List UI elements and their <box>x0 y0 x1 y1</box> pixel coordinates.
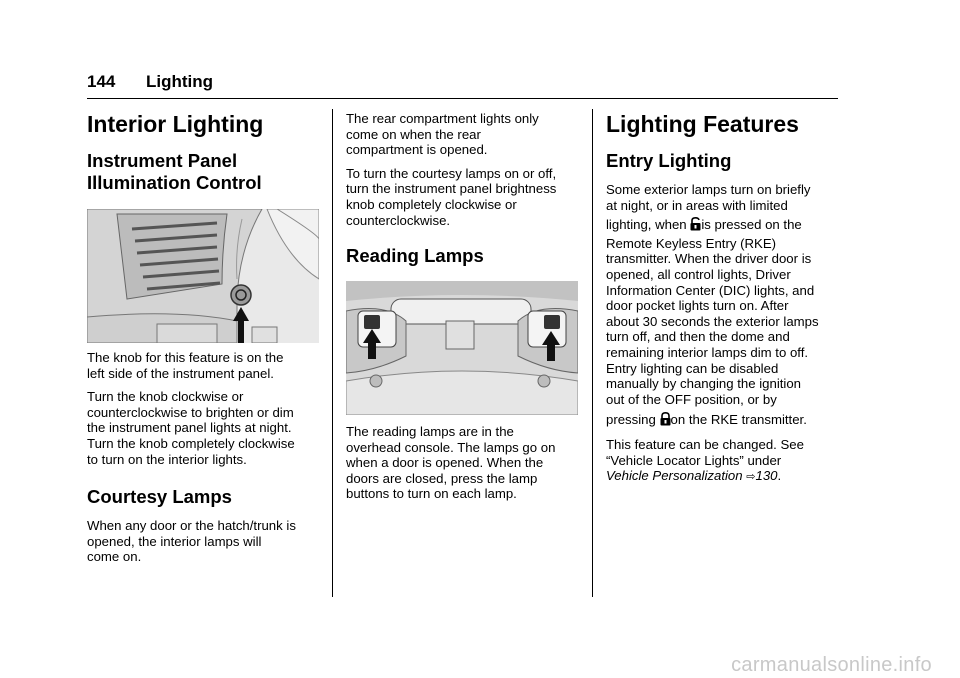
text-line: come on. <box>87 549 142 565</box>
text-line-with-unlock <box>606 217 802 233</box>
text-line: The reading lamps are in the <box>346 424 514 439</box>
lock-icon <box>660 412 671 426</box>
column-1-lower <box>87 350 321 565</box>
text-line: Turn the knob clockwise or <box>87 389 244 405</box>
text-line: knob completely clockwise or <box>346 196 517 212</box>
text-line: counterclockwise to brighten or dim <box>87 404 294 420</box>
column-2 <box>346 111 580 267</box>
text-line: at night, or in areas with limited <box>606 197 788 213</box>
column-divider-2 <box>592 109 593 597</box>
text-line: Turn the knob completely clockwise <box>87 435 295 451</box>
text-line: Entry lighting can be disabled <box>606 360 779 376</box>
text-line: opened, the interior lamps will <box>87 533 262 549</box>
text-line: To turn the courtesy lamps on or off, <box>346 165 557 181</box>
text-line: remaining interior lamps dim to off. <box>606 344 809 360</box>
text-line: come on when the rear <box>346 126 481 142</box>
text-fragment: pressing <box>606 412 656 428</box>
text-line: Remote Keyless Entry (RKE) <box>606 235 777 251</box>
heading-reading-lamps: Reading Lamps <box>346 245 484 267</box>
heading-entry-lighting: Entry Lighting <box>606 150 732 171</box>
instrument-panel-knob-illustration <box>87 209 319 343</box>
page-number: 144 <box>87 72 116 91</box>
paragraph-rear-compartment <box>346 111 580 158</box>
heading-instrument-panel-line2: Illumination Control <box>87 172 262 193</box>
text-line: transmitter. When the driver door is <box>606 251 812 267</box>
text-line: turn off, and then the dome and <box>606 329 790 345</box>
page-reference-number[interactable]: 130 <box>755 468 778 484</box>
text-line: turn the instrument panel brightness <box>346 181 557 197</box>
paragraph-turn-knob <box>87 389 321 467</box>
column-3 <box>606 111 840 486</box>
paragraph-courtesy-lamps <box>87 518 321 565</box>
unlock-icon <box>690 217 701 231</box>
text-line: out of the OFF position, or by <box>606 391 777 407</box>
header-rule <box>87 98 838 99</box>
text-line-with-lock <box>606 412 807 428</box>
page-reference-icon: ⇨ <box>746 471 756 484</box>
paragraph-knob-location <box>87 350 321 381</box>
text-line: opened, all control lights, Driver <box>606 266 791 282</box>
text-line: Information Center (DIC) lights, and <box>606 282 815 298</box>
column-2-lower <box>346 424 580 502</box>
text-line: Some exterior lamps turn on briefly <box>606 182 811 197</box>
paragraph-courtesy-turn <box>346 166 580 228</box>
paragraph-reading-lamps <box>346 424 580 502</box>
text-line: the instrument panel lights at night. <box>87 420 292 436</box>
text-line: This feature can be changed. See <box>606 436 804 452</box>
watermark: carmanualsonline.info <box>731 654 932 676</box>
heading-interior-lighting: Interior Lighting <box>87 111 264 137</box>
text-line: “Vehicle Locator Lights” under <box>606 452 782 468</box>
column-1 <box>87 111 321 194</box>
text-fragment: is pressed on the <box>701 217 802 233</box>
running-header: Lighting <box>146 72 214 91</box>
text-line: manually by changing the ignition <box>606 376 802 392</box>
paragraph-feature-change <box>606 437 840 486</box>
cross-reference-link[interactable]: Vehicle Personalization <box>606 468 743 484</box>
paragraph-entry-lighting <box>606 182 840 428</box>
text-line: about 30 seconds the exterior lamps <box>606 313 819 329</box>
text-line: left side of the instrument panel. <box>87 365 274 381</box>
text-line: when a door is opened. When the <box>346 455 544 471</box>
text-line: The knob for this feature is on the <box>87 350 284 365</box>
text-fragment: lighting, when <box>606 217 687 233</box>
text-line: overhead console. The lamps go on <box>346 439 556 455</box>
text-line: doors are closed, press the lamp <box>346 470 538 486</box>
heading-instrument-panel-line1: Instrument Panel <box>87 150 238 171</box>
text-line: compartment is opened. <box>346 142 488 158</box>
text-line: to turn on the interior lights. <box>87 451 247 467</box>
column-divider-1 <box>332 109 333 597</box>
text-line: When any door or the hatch/trunk is <box>87 518 296 534</box>
text-fragment: on the RKE transmitter. <box>670 412 807 428</box>
text-fragment: . <box>777 468 782 484</box>
heading-courtesy-lamps: Courtesy Lamps <box>87 486 232 508</box>
text-line: counterclockwise. <box>346 212 451 228</box>
text-line: The rear compartment lights only <box>346 111 539 126</box>
reading-lamps-illustration <box>346 281 578 415</box>
heading-instrument-panel <box>87 150 321 194</box>
text-line: buttons to turn on each lamp. <box>346 486 517 502</box>
heading-lighting-features: Lighting Features <box>606 111 799 137</box>
text-line: door pocket lights turn on. After <box>606 298 789 314</box>
